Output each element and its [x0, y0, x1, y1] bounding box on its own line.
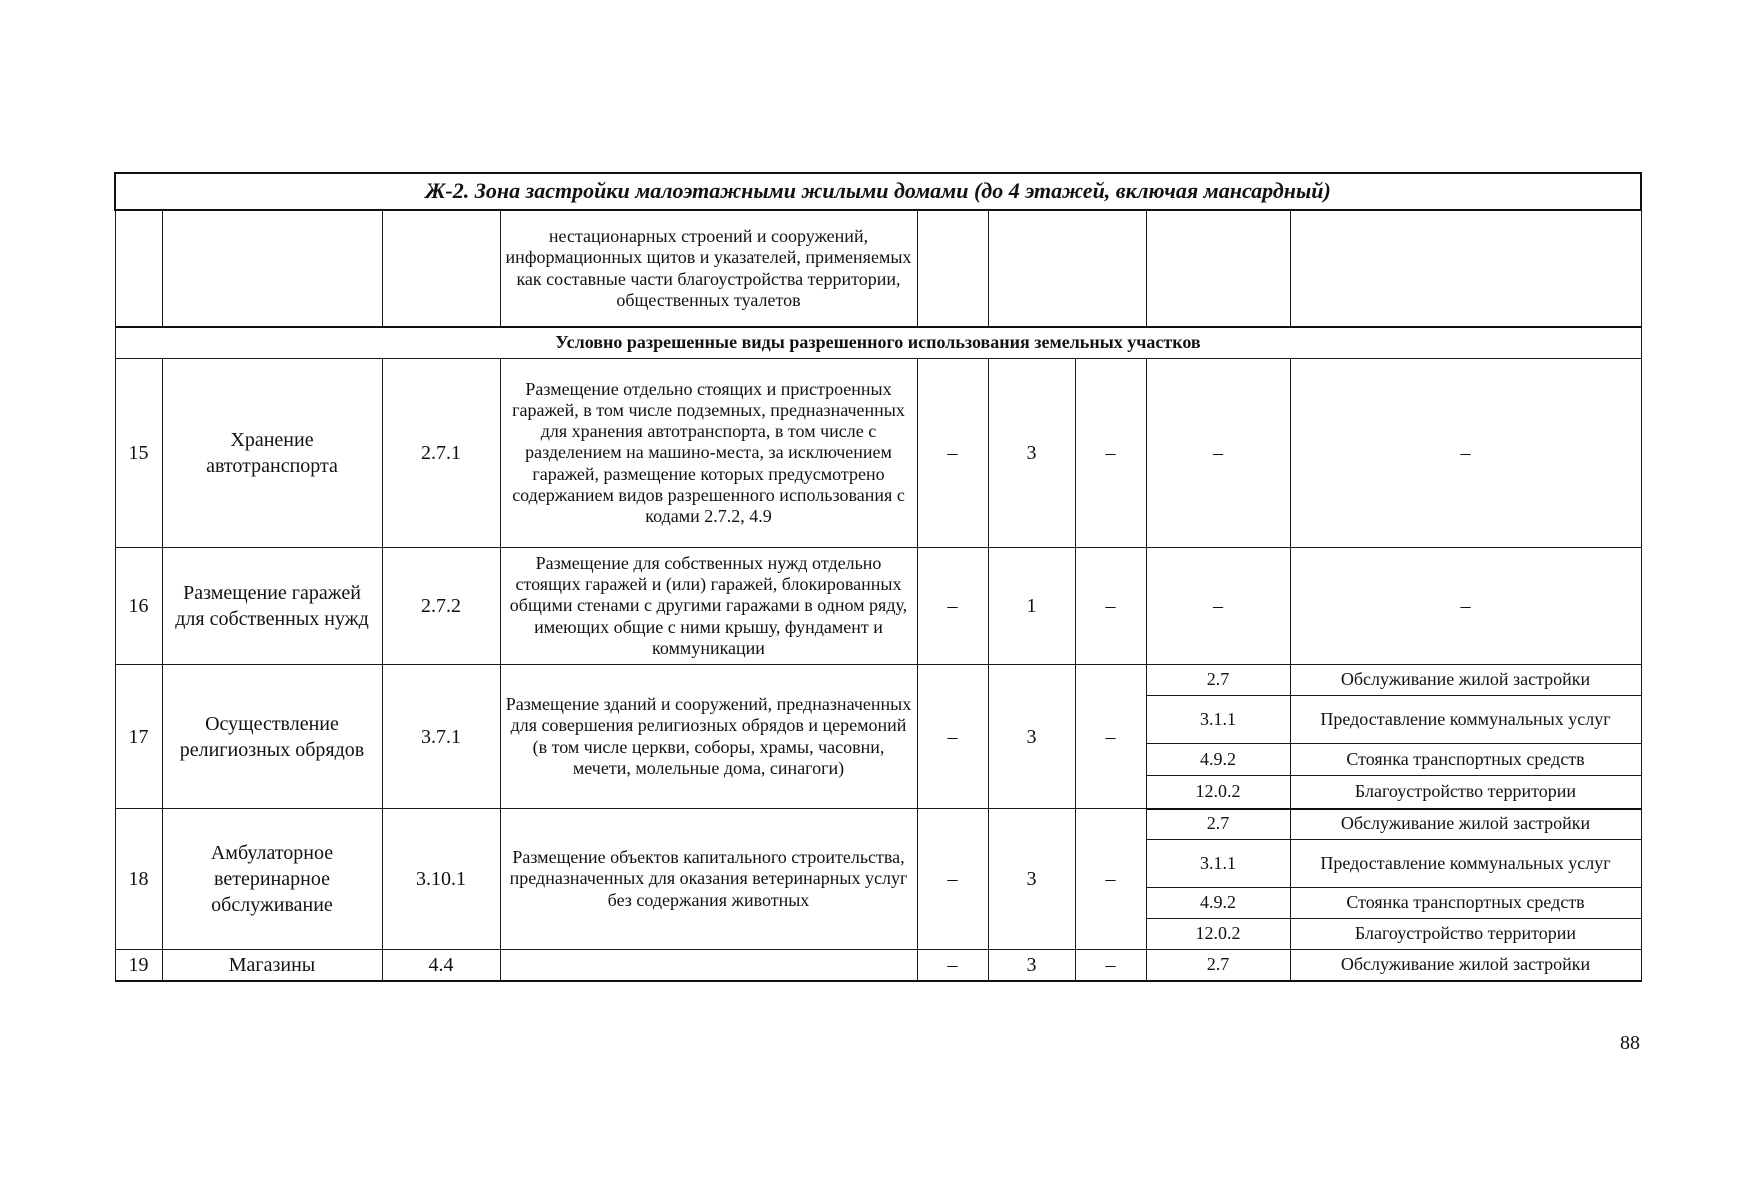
row-param-1: – [917, 548, 988, 665]
row-param-1: – [917, 950, 988, 981]
row-param-3: – [1075, 665, 1146, 809]
row-code: 4.4 [382, 950, 500, 981]
aux-code: – [1146, 359, 1290, 548]
aux-name: Предоставление коммунальных услуг [1290, 696, 1641, 744]
row-param-1: – [917, 809, 988, 950]
row-param-1: – [917, 359, 988, 548]
aux-code: 3.1.1 [1146, 840, 1290, 888]
aux-name: Обслуживание жилой застройки [1290, 665, 1641, 696]
row-number: 16 [115, 548, 162, 665]
row-description: нестационарных строений и сооружений, информационных щитов и указателей, применяемых как составные части благоустройства территории, общественных туалетов [500, 210, 917, 327]
aux-name: – [1290, 548, 1641, 665]
row-number: 17 [115, 665, 162, 809]
row-param-2: 3 [988, 359, 1075, 548]
table-row-continued [115, 210, 1641, 327]
row-description: Размещение отдельно стоящих и пристроенных гаражей, в том числе подземных, предназначенных для хранения автотранспорта, в том числе с разделением на машино-места, за исключением гаражей, размещение которых предусмотрено содержанием видов разрешенного использования с кодами 2.7.2, 4.9 [500, 359, 917, 548]
row-param-2: 1 [988, 548, 1075, 665]
table-row [115, 809, 1641, 840]
zone-title: Ж-2. Зона застройки малоэтажными жилыми домами (до 4 этажей, включая мансардный) [115, 173, 1641, 210]
row-use-name: Магазины [162, 950, 382, 981]
table-row [115, 359, 1641, 548]
row-param-2: 3 [988, 665, 1075, 809]
page-number: 88 [1620, 1032, 1640, 1054]
aux-name: Благоустройство территории [1290, 919, 1641, 950]
aux-name: Предоставление коммунальных услуг [1290, 840, 1641, 888]
aux-name: Благоустройство территории [1290, 776, 1641, 809]
row-use-name: Осуществление религиозных обрядов [162, 665, 382, 809]
aux-code: – [1146, 548, 1290, 665]
row-param-3: – [1075, 548, 1146, 665]
table-row [115, 665, 1641, 696]
row-description: Размещение для собственных нужд отдельно стоящих гаражей и (или) гаражей, блокированных общими стенами с другими гаражами в одном ряду, имеющих общие с ними крышу, фундамент и коммуникации [500, 548, 917, 665]
section-heading-row [115, 327, 1641, 359]
row-param-1: – [917, 665, 988, 809]
row-param-2: 3 [988, 809, 1075, 950]
row-param-2: 3 [988, 950, 1075, 981]
aux-code: 3.1.1 [1146, 696, 1290, 744]
aux-name: Обслуживание жилой застройки [1290, 950, 1641, 981]
row-description: Размещение зданий и сооружений, предназначенных для совершения религиозных обрядов и церемоний (в том числе церкви, соборы, храмы, часовни, мечети, молельные дома, синагоги) [500, 665, 917, 809]
row-number: 18 [115, 809, 162, 950]
aux-code: 2.7 [1146, 809, 1290, 840]
land-use-table [114, 172, 1642, 982]
aux-name: – [1290, 359, 1641, 548]
aux-name: Стоянка транспортных средств [1290, 888, 1641, 919]
aux-code: 4.9.2 [1146, 744, 1290, 776]
aux-code: 12.0.2 [1146, 776, 1290, 809]
table-row [115, 950, 1641, 981]
row-number: 15 [115, 359, 162, 548]
row-description [500, 950, 917, 981]
aux-code: 2.7 [1146, 665, 1290, 696]
row-code: 2.7.1 [382, 359, 500, 548]
row-number: 19 [115, 950, 162, 981]
row-use-name: Амбулаторное ветеринарное обслуживание [162, 809, 382, 950]
aux-code: 2.7 [1146, 950, 1290, 981]
row-code: 3.7.1 [382, 665, 500, 809]
aux-name: Обслуживание жилой застройки [1290, 809, 1641, 840]
table-row [115, 548, 1641, 665]
row-code: 3.10.1 [382, 809, 500, 950]
table-title-row [115, 173, 1641, 210]
row-use-name: Размещение гаражей для собственных нужд [162, 548, 382, 665]
row-code: 2.7.2 [382, 548, 500, 665]
row-use-name: Хранение автотранспорта [162, 359, 382, 548]
aux-code: 4.9.2 [1146, 888, 1290, 919]
row-param-3: – [1075, 359, 1146, 548]
row-description: Размещение объектов капитального строительства, предназначенных для оказания ветеринарных услуг без содержания животных [500, 809, 917, 950]
row-param-3: – [1075, 950, 1146, 981]
aux-code: 12.0.2 [1146, 919, 1290, 950]
aux-name: Стоянка транспортных средств [1290, 744, 1641, 776]
section-heading: Условно разрешенные виды разрешенного использования земельных участков [115, 327, 1641, 359]
row-param-3: – [1075, 809, 1146, 950]
